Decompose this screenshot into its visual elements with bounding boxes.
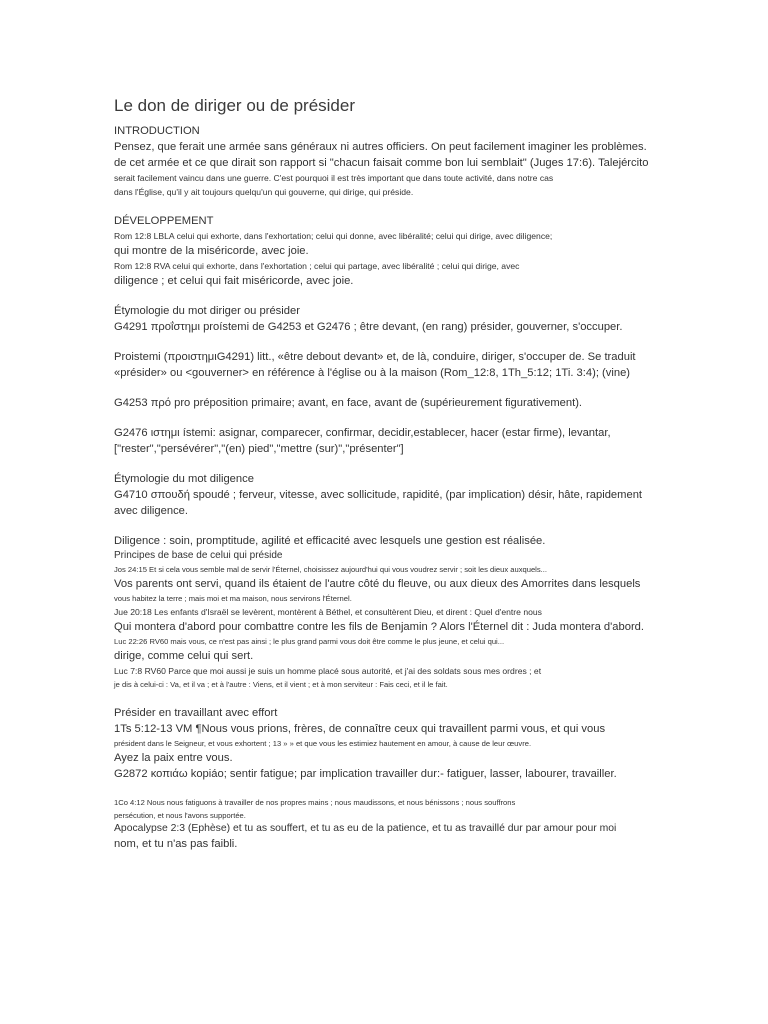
etymology-text: G4710 σπουδή spoudé ; ferveur, vitesse, avec sollicitude, rapidité, (par implication) désir, hâte, rapidement [114, 489, 643, 501]
document-content [114, 96, 654, 852]
etymology-text: G4291 προΐστημι proístemi de G4253 et G2476 ; être devant, (en rang) présider, gouverner, s'occuper. [114, 321, 623, 333]
introduction-heading: INTRODUCTION [114, 125, 200, 137]
verse-text: Ayez la paix entre vous. [114, 752, 233, 764]
verse-text: Jue 20:18 Les enfants d'Israël se levèrent, montèrent à Béthel, et consultèrent Dieu, et dirent : Quel d'entre nous [114, 607, 542, 617]
verse-text: Luc 7:8 RV60 Parce que moi aussi je suis un homme placé sous autorité, et j'ai des soldats sous mes ordres ; et [114, 666, 542, 676]
verse-text: 1Co 4:12 Nous nous fatiguons à travailler de nos propres mains ; nous maudissons, et nous bénissons ; nous souffrons [114, 798, 516, 807]
section-heading: Principes de base de celui qui préside [114, 550, 283, 561]
etymology-text: Proistemi (προιστημιG4291) litt., «être debout devant» et, de là, conduire, diriger, s'occuper de. Se traduit [114, 351, 636, 363]
verse-text: vous habitez la terre ; mais moi et ma maison, nous servirons l'Éternel. [114, 594, 352, 603]
etymology-text: ["rester","persévérer","(en) pied","mettre (sur)","présenter"] [114, 443, 404, 455]
verse-text: dirige, comme celui qui sert. [114, 650, 254, 662]
verse-text: Apocalypse 2:3 (Ephèse) et tu as souffert, et tu as eu de la patience, et tu as travaillé dur par amour pour moi [114, 823, 617, 834]
verse-text: Rom 12:8 RVA celui qui exhorte, dans l'exhortation ; celui qui partage, avec libéralité ; celui qui dirige, avec [114, 261, 520, 271]
verse-text: Qui montera d'abord pour combattre contre les fils de Benjamin ? Alors l'Éternel dit : Juda montera d'abord. [114, 621, 645, 633]
verse-text: 1Ts 5:12-13 VM ¶Nous vous prions, frères, de connaître ceux qui travaillent parmi vous, et qui vous [114, 723, 606, 735]
introduction-text: de cet armée et ce que dirait son rapport si "chacun faisait comme bon lui semblait" (Juges 17:6). Talejército [114, 157, 649, 169]
verse-text: Vos parents ont servi, quand ils étaient de l'autre côté du fleuve, ou aux dieux des Amorrites dans lesquels [114, 578, 641, 590]
section-heading: Étymologie du mot diriger ou présider [114, 305, 300, 317]
introduction-text: Pensez, que ferait une armée sans généraux ni autres officiers. On peut facilement imaginer les problèmes. [114, 141, 647, 153]
verse-text: persécution, et nous l'avons supportée. [114, 811, 246, 820]
verse-text: nom, et tu n'as pas faibli. [114, 838, 238, 850]
verse-text: Jos 24:15 Et si cela vous semble mal de servir l'Éternel, choisissez aujourd'hui qui vous voudrez servir ; soit les dieux auxquels... [114, 565, 547, 574]
verse-text: président dans le Seigneur, et vous exhortent ; 13 » » et que vous les estimiez hautement en amour, à cause de leur œuvre. [114, 739, 532, 748]
etymology-text: «présider» ou <gouverner> en référence à l'église ou à la maison (Rom_12:8, 1Th_5:12; 1Ti. 3:4); (vine) [114, 367, 631, 379]
section-heading: Présider en travaillant avec effort [114, 707, 278, 719]
verse-text: Luc 22:26 RV60 mais vous, ce n'est pas ainsi ; le plus grand parmi vous doit être comme le plus jeune, et celui qui... [114, 637, 505, 646]
introduction-text: dans l'Église, qu'il y ait toujours quelqu'un qui gouverne, qui dirige, qui préside. [114, 187, 414, 197]
introduction-text: serait facilement vaincu dans une guerre. C'est pourquoi il est très important que dans toute activité, dans notre cas [114, 173, 554, 183]
section-heading: Étymologie du mot diligence [114, 473, 254, 485]
etymology-text: G4253 πρό pro préposition primaire; avant, en face, avant de (supérieurement figurativement). [114, 397, 583, 409]
verse-text: diligence ; et celui qui fait miséricorde, avec joie. [114, 275, 354, 287]
developpement-heading: DÉVELOPPEMENT [114, 215, 214, 227]
etymology-text: avec diligence. [114, 505, 189, 517]
etymology-text: G2872 κοπιάω kopiáo; sentir fatigue; par implication travailler dur:- fatiguer, lasser, labourer, travailler. [114, 768, 617, 780]
verse-text: qui montre de la miséricorde, avec joie. [114, 245, 309, 257]
etymology-text: G2476 ιστημι ístemi: asignar, comparecer, confirmar, decidir,establecer, hacer (estar firme), levantar, [114, 427, 611, 439]
verse-text: Rom 12:8 LBLA celui qui exhorte, dans l'exhortation; celui qui donne, avec libéralité; celui qui dirige, avec diligence; [114, 231, 553, 241]
document-title: Le don de diriger ou de présider [114, 96, 355, 115]
verse-text: je dis à celui-ci : Va, et il va ; et à l'autre : Viens, et il vient ; et à mon serviteur : Fais ceci, et il le fait. [114, 680, 448, 689]
definition-text: Diligence : soin, promptitude, agilité et efficacité avec lesquels une gestion est réalisée. [114, 535, 546, 547]
